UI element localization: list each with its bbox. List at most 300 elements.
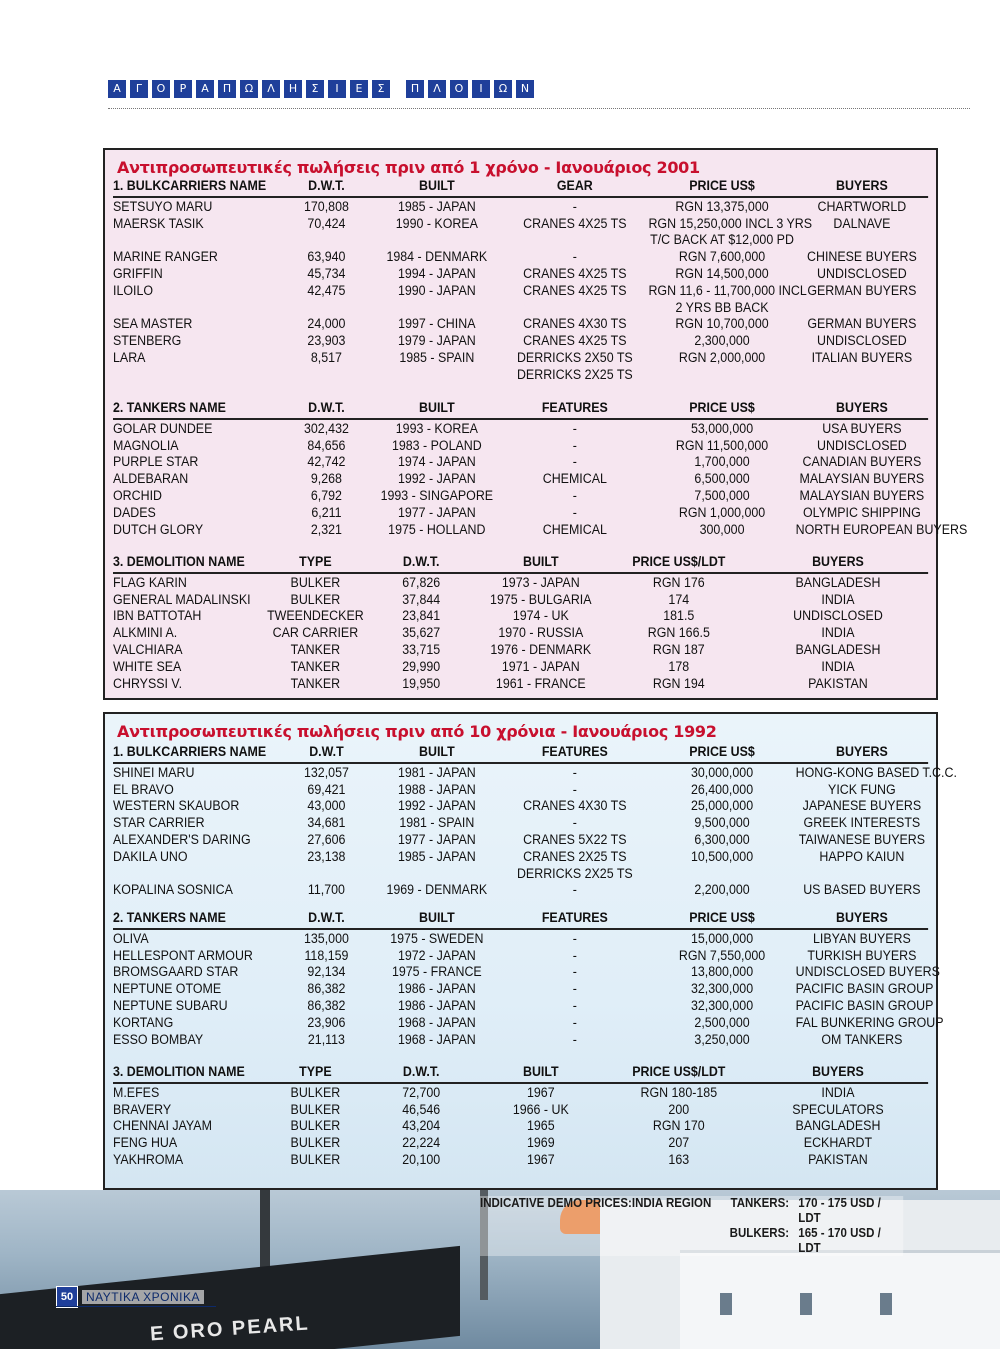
table-row [113,676,928,693]
cell-price: 53,000,000 [690,420,754,436]
cell-dwt: 70,424 [307,215,346,231]
cell-built: 1977 - JAPAN [397,504,476,520]
cell-buyers [796,232,928,249]
page-number: 50 [56,1286,78,1308]
cell-dwt: 6,211 [311,504,342,520]
cell-dwt: 118,159 [304,947,349,963]
sales-2001-panel [103,148,968,700]
cell-dwt: 24,000 [307,316,346,332]
cell-gear: CRANES 5X22 TS [523,831,627,847]
cell-price: RGN 2,000,000 [678,349,766,365]
cell-gear: CRANES 4X25 TS [523,265,627,281]
cell-dwt: 11,700 [307,882,345,898]
cell-buyers: SPECULATORS [792,1101,884,1117]
cell-buyers: MALAYSIAN BUYERS [799,471,925,487]
cell-built: 1970 - RUSSIA [498,625,584,641]
header-letter-box: Ρ [174,80,192,98]
cell-name: GRIFFIN [113,265,163,281]
cell-dwt: 23,903 [307,333,346,349]
cell-price: 2 YRS BB BACK [675,299,769,315]
column-header-buyers: BUYERS [835,744,888,759]
column-header-built: BUILT [419,910,455,925]
cell-buyers: PACIFIC BASIN GROUP [795,997,934,1013]
cell-type: BULKER [290,1101,341,1117]
cell-gear: CRANES 4X30 TS [523,316,627,332]
cell-buyers [796,300,928,317]
cell-name: MAGNOLIA [113,437,179,453]
cell-gear: - [572,781,577,797]
cell-gear [501,300,648,317]
table-row [113,1014,944,1032]
table-header [113,178,928,198]
cell-price: RGN 7,550,000 [678,947,766,963]
page-footer [56,1286,204,1308]
column-header-price: PRICE US$/LDT [632,1064,726,1079]
column-header-buyers: BUYERS [812,1064,864,1079]
cell-price: 1,700,000 [694,454,750,470]
cell-dwt: 42,742 [307,454,346,470]
cell-buyers [796,866,928,883]
demolition-1992-table [113,1064,884,1169]
cell-price [648,367,795,384]
table-row [113,1152,928,1169]
cell-dwt: 135,000 [303,930,349,946]
sales-2001-title: Αντιπροσωπευτικές πωλήσεις πριν από 1 χρόνο - Ιανουάριος 2001 [117,158,700,177]
cell-gear [501,232,648,249]
cell-buyers: INDIA [821,625,855,641]
cell-price: 6,500,000 [694,471,750,487]
cell-buyers: UNDISCLOSED [817,333,907,349]
cell-name [113,300,280,317]
cell-dwt: 72,700 [402,1084,441,1100]
header-letter-box: Ο [450,80,468,98]
cell-type: CAR CARRIER [272,625,359,641]
header-letter-box: Π [218,80,236,98]
header-letter-box: Ω [240,80,258,98]
cell-price [648,866,795,883]
cell-price: RGN 7,600,000 [678,249,766,265]
table-row [113,249,928,266]
table-row [113,266,928,283]
cell-built: 1985 - SPAIN [399,349,475,365]
cell-dwt: 46,546 [402,1101,441,1117]
cell-built [372,367,501,384]
table-row [113,764,957,782]
cell-dwt: 43,204 [402,1118,441,1134]
tankers-2001-table [113,400,968,538]
cell-name: ALEXANDER'S DARING [113,831,251,847]
cell-dwt: 302,432 [303,420,349,436]
cell-name: ORCHID [113,487,162,503]
cell-buyers: LIBYAN BUYERS [812,930,911,946]
cell-name: SHINEI MARU [113,764,195,780]
cell-price: RGN 180-185 [640,1084,718,1100]
table-row [113,981,934,998]
cell-gear: - [572,1014,577,1030]
cell-built: 1972 - JAPAN [397,947,476,963]
cell-built: 1981 - JAPAN [397,764,476,780]
cell-gear: - [572,1031,577,1047]
cell-buyers: BANGLADESH [795,574,881,590]
cell-built [372,232,501,249]
cell-gear: - [572,815,577,831]
table-row [113,521,968,539]
cell-price: 2,200,000 [694,882,750,898]
cell-name: VALCHIARA [113,641,183,657]
table-header [113,400,928,420]
cell-name: BRAVERY [113,1101,172,1117]
cell-price: 200 [668,1101,690,1117]
cell-price: 207 [668,1135,690,1151]
cell-buyers: UNDISCLOSED [817,437,907,453]
cell-built: 1975 - FRANCE [391,964,482,980]
cell-gear: CRANES 4X25 TS [523,333,627,349]
table-row [113,367,928,384]
cell-buyers: TURKISH BUYERS [807,947,917,963]
table-header [113,1064,928,1084]
column-header-buyers: BUYERS [835,178,888,193]
cell-price: RGN 170 [652,1118,705,1134]
header-letter-box: Ι [472,80,490,98]
ship-name-text: E ORO PEARL [149,1312,311,1346]
column-header-name: 3. DEMOLITION NAME [113,1064,245,1079]
cell-name: KOPALINA SOSNICA [113,882,233,898]
cell-buyers: TAIWANESE BUYERS [798,831,926,847]
tankers-label: TANKERS: [730,1196,790,1210]
cell-buyers: PAKISTAN [808,675,868,691]
cell-gear: - [572,420,577,436]
cell-price: 174 [668,591,690,607]
cell-built: 1990 - JAPAN [397,282,476,298]
cell-buyers: GREEK INTERESTS [803,815,921,831]
cell-built: 1977 - JAPAN [397,831,476,847]
section-header [108,80,538,98]
cell-type: TANKER [290,641,341,657]
cell-gear: - [572,437,577,453]
cell-dwt [280,300,372,317]
cell-dwt: 92,134 [307,964,346,980]
cell-buyers: GERMAN BUYERS [807,282,917,298]
cell-dwt: 8,517 [310,349,342,365]
sales-1992-panel [103,712,957,1190]
cell-built: 1975 - SWEDEN [390,930,484,946]
cell-price: RGN 14,500,000 [675,265,769,281]
cell-type: BULKER [290,574,341,590]
column-header-built: BUILT [419,744,455,759]
column-header-gear: FEATURES [541,744,608,759]
table-row [113,849,928,866]
cell-name: ESSO BOMBAY [113,1031,204,1047]
cell-price: 10,500,000 [690,848,754,864]
header-letter-box: Λ [262,80,280,98]
cell-name: MARINE RANGER [113,249,218,265]
column-header-built: BUILT [419,400,455,415]
header-letter-box: Σ [306,80,324,98]
cell-price: RGN 176 [652,574,705,590]
header-letter-box: Ε [350,80,368,98]
cell-built: 1969 - DENMARK [386,882,488,898]
cell-buyers: US BASED BUYERS [803,882,921,898]
cell-dwt: 6,792 [310,487,342,503]
cell-buyers: ITALIAN BUYERS [811,349,913,365]
column-header-dwt: D.W.T. [308,910,345,925]
table-row [113,1102,928,1119]
cell-buyers: DALNAVE [833,215,891,231]
column-header-type: TYPE [299,554,332,569]
cell-buyers: CHARTWORLD [817,198,907,214]
table-row [113,642,928,659]
column-header-dwt: D.W.T. [402,554,440,569]
cell-name: STAR CARRIER [113,815,205,831]
cell-name [113,232,280,249]
cell-type: BULKER [290,1151,341,1167]
magazine-name: ΝΑΥΤΙΚΑ ΧΡΟΝΙΚΑ [82,1290,204,1304]
cell-name: SETSUYO MARU [113,198,213,214]
cell-type: TANKER [290,675,341,691]
cell-dwt: 43,000 [307,798,346,814]
cell-name: WHITE SEA [113,658,182,674]
cell-buyers: INDIA [821,1084,855,1100]
cell-price: 13,800,000 [690,964,754,980]
cell-dwt: 27,606 [307,831,346,847]
cell-dwt [280,367,372,384]
cell-type: BULKER [290,1118,341,1134]
cell-buyers: OLYMPIC SHIPPING [802,504,921,520]
cell-price: RGN 10,700,000 [675,316,769,332]
cell-name: KORTANG [113,1014,174,1030]
cell-built: 1981 - SPAIN [399,815,475,831]
column-header-name: 1. BULKCARRIERS NAME [113,178,267,193]
cell-price: RGN 11,500,000 [675,437,769,453]
cell-price: 178 [668,658,690,674]
cell-buyers: INDIA [821,658,855,674]
cell-gear: CRANES 4X25 TS [523,215,627,231]
cell-built: 1992 - JAPAN [397,471,476,487]
cell-built: 1967 [526,1084,555,1100]
table-row [113,625,928,642]
cell-buyers: USA BUYERS [822,420,902,436]
cell-dwt: 84,656 [307,437,346,453]
header-letter-box: Ω [494,80,512,98]
cell-type: BULKER [290,1135,341,1151]
header-letter-box: Π [406,80,424,98]
cell-dwt: 132,057 [303,764,349,780]
cell-dwt: 86,382 [307,981,346,997]
table-row [113,1032,928,1049]
cell-gear: CRANES 2X25 TS [523,848,627,864]
cell-built: 1988 - JAPAN [397,781,476,797]
cell-dwt: 42,475 [307,282,346,298]
column-header-buyers: BUYERS [835,910,888,925]
cell-buyers: UNDISCLOSED BUYERS [795,964,940,980]
column-header-built: BUILT [419,178,455,193]
footer-line [56,1306,216,1307]
bulkcarriers-2001-table [113,178,917,384]
header-letter-box: Α [196,80,214,98]
cell-type: BULKER [290,591,341,607]
table-header [113,910,928,930]
cell-price: RGN 166.5 [647,625,710,641]
cell-buyers: NORTH EUROPEAN BUYERS [795,521,968,537]
cell-buyers: PACIFIC BASIN GROUP [795,981,934,997]
cell-dwt: 20,100 [402,1151,441,1167]
cell-buyers: ECKHARDT [803,1135,873,1151]
cell-built: 1968 - JAPAN [397,1031,476,1047]
cell-gear: CRANES 4X25 TS [523,282,627,298]
cell-buyers: MALAYSIAN BUYERS [799,487,925,503]
cell-buyers: GERMAN BUYERS [807,316,917,332]
cell-dwt: 22,224 [402,1135,441,1151]
cell-name: SEA MASTER [113,316,193,332]
bulkers-label: BULKERS: [729,1226,790,1240]
ship-window [720,1293,732,1315]
cell-name: LARA [113,349,146,365]
cell-name: GOLAR DUNDEE [113,420,213,436]
table-row [113,350,928,367]
demolition-2001-table [113,554,883,692]
ship-deck [680,1250,1000,1349]
cell-gear: - [572,198,577,214]
table-row [113,882,928,899]
cell-name: CHENNAI JAYAM [113,1118,212,1134]
column-header-dwt: D.W.T. [402,1064,440,1079]
cell-dwt: 63,940 [307,249,346,265]
table-header [113,744,928,764]
cell-built [372,866,501,883]
header-letter-box: Σ [372,80,390,98]
table-row [113,608,928,625]
table-row [113,300,928,317]
cell-name: PURPLE STAR [113,454,199,470]
cell-name: EL BRAVO [113,781,174,797]
cell-buyers: PAKISTAN [808,1151,868,1167]
cell-buyers: UNDISCLOSED [817,265,907,281]
cell-built: 1993 - KOREA [395,420,478,436]
column-header-gear: FEATURES [541,910,608,925]
ship-window [880,1293,892,1315]
cell-built: 1974 - UK [512,608,569,624]
cell-built: 1975 - HOLLAND [388,521,486,537]
column-header-price: PRICE US$ [689,400,755,415]
cell-dwt: 45,734 [307,265,346,281]
cell-gear: DERRICKS 2X50 TS [516,349,633,365]
cell-dwt: 9,268 [310,471,342,487]
cell-built: 1969 [526,1135,555,1151]
cell-buyers: JAPANESE BUYERS [802,798,922,814]
table-row [113,199,928,216]
cell-dwt: 29,990 [402,658,441,674]
cell-dwt: 19,950 [402,675,441,691]
cell-price: 163 [668,1151,690,1167]
cell-gear: DERRICKS 2X25 TS [516,366,633,382]
cell-name: BROMSGAARD STAR [113,964,239,980]
indicative-demo-prices [480,1196,903,1256]
cell-type: TANKER [290,658,341,674]
column-header-dwt: D.W.T [309,744,344,759]
cell-built: 1985 - JAPAN [397,198,476,214]
table-row [113,333,928,350]
column-header-name: 3. DEMOLITION NAME [113,554,245,569]
cell-built: 1979 - JAPAN [397,333,476,349]
cell-built: 1994 - JAPAN [397,265,476,281]
cell-gear: - [572,454,577,470]
column-header-dwt: D.W.T. [308,178,345,193]
table-row [113,316,928,333]
ship-window [800,1293,812,1315]
cell-buyers: INDIA [821,591,855,607]
column-header-price: PRICE US$ [689,910,755,925]
cell-dwt: 23,841 [402,608,441,624]
table-row [113,832,928,849]
cell-name: YAKHROMA [113,1151,184,1167]
cell-price: 2,300,000 [694,333,750,349]
cell-name: HELLESPONT ARMOUR [113,947,253,963]
cell-name: ILOILO [113,282,154,298]
header-letter-box: Η [284,80,302,98]
cell-buyers: CANADIAN BUYERS [802,454,922,470]
cell-name: FENG HUA [113,1135,178,1151]
table-row [113,575,928,592]
cell-gear: DERRICKS 2X25 TS [516,865,633,881]
cell-gear: CHEMICAL [542,471,607,487]
cell-dwt: 23,138 [307,848,346,864]
cell-dwt: 69,421 [307,781,346,797]
cell-name: GENERAL MADALINSKI [113,591,251,607]
bulkers-demo-price: 165 - 170 USD / LDT [798,1226,881,1255]
cell-price: 6,300,000 [694,831,750,847]
table-row [113,421,928,438]
cell-dwt: 35,627 [402,625,441,641]
cell-built: 1986 - JAPAN [397,981,476,997]
cell-built: 1961 - FRANCE [495,675,586,691]
column-header-price: PRICE US$ [689,744,755,759]
table-row [113,815,928,832]
cell-gear: - [572,947,577,963]
cell-dwt: 21,113 [307,1031,345,1047]
cell-price: RGN 1,000,000 [678,504,766,520]
cell-built: 1976 - DENMARK [490,641,592,657]
column-header-built: BUILT [522,554,559,569]
cell-name: ALKMINI A. [113,625,178,641]
cell-name [113,866,280,883]
cell-gear: - [572,487,577,503]
cell-name: M.EFES [113,1084,160,1100]
cell-name: NEPTUNE SUBARU [113,997,228,1013]
cell-gear: - [572,930,577,946]
table-row [113,659,928,676]
cell-dwt [280,866,372,883]
cell-name: CHRYSSI V. [113,675,183,691]
cell-buyers: HAPPO KAIUN [819,848,905,864]
column-header-type: TYPE [299,1064,332,1079]
header-letter-box: Λ [428,80,446,98]
table-row [113,488,928,505]
cell-name: WESTERN SKAUBOR [113,798,240,814]
header-letter-box: Α [108,80,126,98]
table-row [113,283,928,300]
header-letter-box: Ο [152,80,170,98]
table-row [113,592,928,609]
cell-gear: - [572,764,577,780]
cell-price: 32,300,000 [690,997,754,1013]
cell-built: 1968 - JAPAN [397,1014,476,1030]
cell-price: 25,000,000 [690,798,754,814]
cell-built: 1990 - KOREA [395,215,478,231]
cell-built: 1984 - DENMARK [386,249,488,265]
cell-dwt: 37,844 [402,591,441,607]
cell-price: RGN 187 [652,641,705,657]
table-row [113,454,928,471]
